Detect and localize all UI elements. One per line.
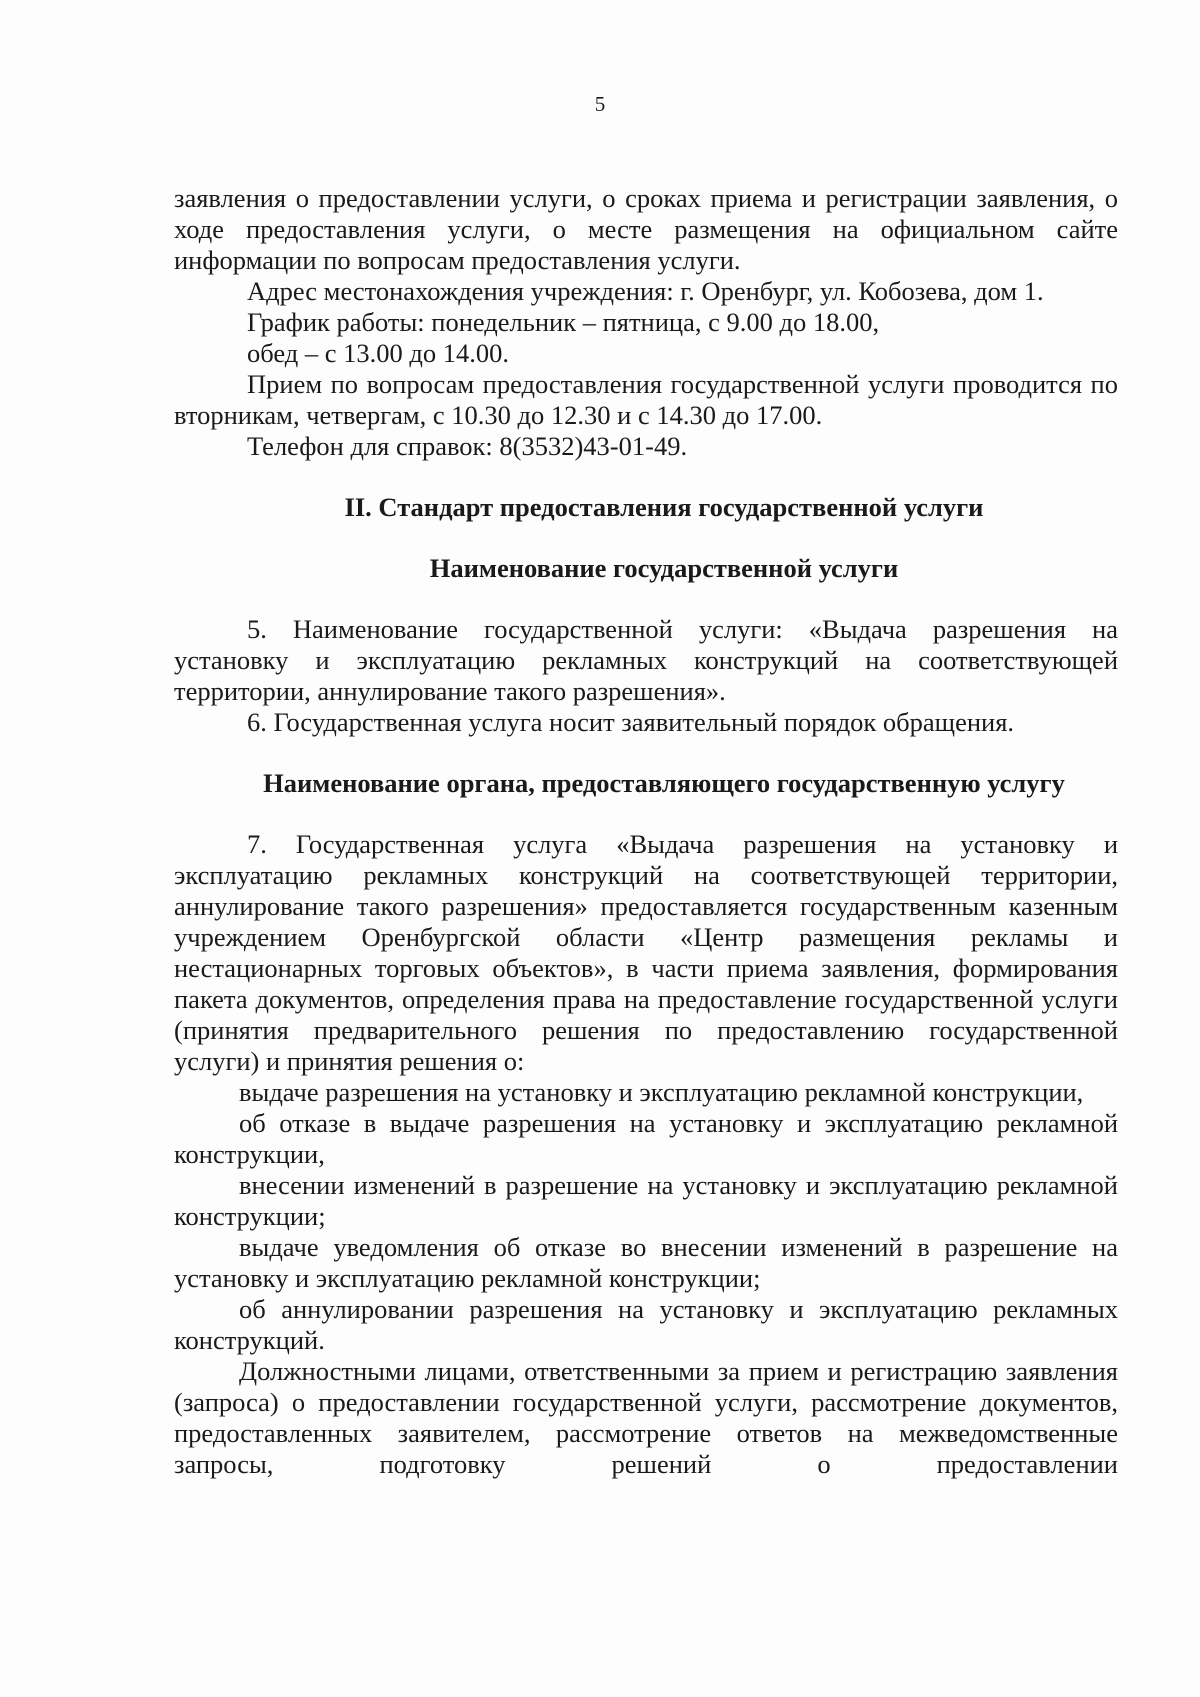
decision-item: об аннулировании разрешения на установку и эксплуатацию рекламных конструкций. <box>174 1294 1118 1355</box>
decision-item: внесении изменений в разрешение на установку и эксплуатацию рекламной конструкции; <box>174 1170 1118 1231</box>
paragraph-lunch: обед – с 13.00 до 14.00. <box>247 338 510 368</box>
decision-item: выдаче уведомления об отказе во внесении изменений в разрешение на установку и эксплуатацию рекламной конструкции; <box>174 1232 1118 1293</box>
paragraph-phone: Телефон для справок: 8(3532)43-01-49. <box>247 431 688 461</box>
item-7: 7. Государственная услуга «Выдача разрешения на установку и эксплуатацию рекламных конструкций на соответствующей территории, аннулирование такого разрешения» предоставляется государственным казенным учреждением Оренбургской области «Центр размещения рекламы и нестационарных торговых объектов», в части приема заявления, формирования пакета документов, определения права на предоставление государственной услуги (принятия предварительного решения по предоставлению государственной услуги) и принятия решения о: <box>174 829 1118 1076</box>
decision-item: об отказе в выдаче разрешения на установку и эксплуатацию рекламной конструкции, <box>174 1108 1118 1169</box>
section-heading-standard: II. Стандарт предоставления государственной услуги <box>344 492 984 522</box>
item-6: 6. Государственная услуга носит заявительный порядок обращения. <box>247 707 1015 737</box>
paragraph-address: Адрес местонахождения учреждения: г. Оренбург, ул. Кобозева, дом 1. <box>247 276 1044 306</box>
paragraph-officials: Должностными лицами, ответственными за прием и регистрацию заявления (запроса) о предоставлении государственной услуги, рассмотрение документов, предоставленных заявителем, рассмотрение ответов на межведомственные запросы, подготовку решений о предоставлении <box>174 1356 1118 1479</box>
decision-item: выдаче разрешения на установку и эксплуатацию рекламной конструкции, <box>239 1077 1084 1107</box>
paragraph-schedule: График работы: понедельник – пятница, с 9.00 до 18.00, <box>247 307 880 337</box>
document-body <box>174 183 1118 1480</box>
paragraph-continuation: заявления о предоставлении услуги, о сроках приема и регистрации заявления, о ходе предоставления услуги, о месте размещения на официальном сайте информации по вопросам предоставления услуги. <box>174 183 1118 275</box>
paragraph-reception: Прием по вопросам предоставления государственной услуги проводится по вторникам, четвергам, с 10.30 до 12.30 и с 14.30 до 17.00. <box>174 369 1118 430</box>
subsection-heading-service-name: Наименование государственной услуги <box>429 553 899 583</box>
page-number: 5 <box>594 92 606 116</box>
subsection-heading-authority: Наименование органа, предоставляющего государственную услугу <box>263 768 1065 798</box>
item-5: 5. Наименование государственной услуги: «Выдача разрешения на установку и эксплуатацию рекламных конструкций на соответствующей территории, аннулирование такого разрешения». <box>174 614 1118 706</box>
